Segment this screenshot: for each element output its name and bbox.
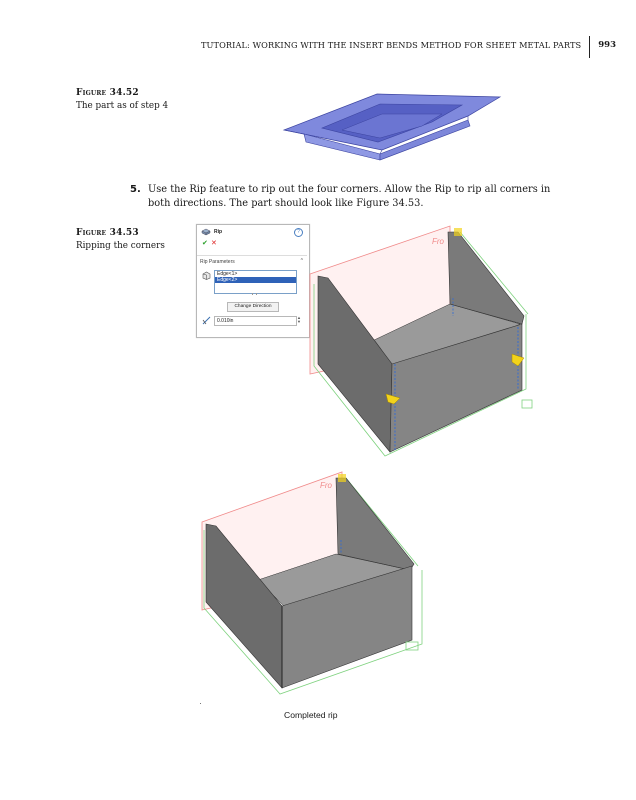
rip-title: Rip	[214, 229, 223, 235]
edges-selection-icon	[202, 271, 211, 280]
completed-rip-model	[196, 470, 426, 700]
cancel-button[interactable]: ✕	[211, 240, 217, 247]
figure-53-caption: Ripping the corners	[76, 241, 165, 251]
gap-icon	[202, 316, 211, 325]
collapse-icon[interactable]: ^	[300, 258, 303, 264]
completed-rip-caption: Completed rip	[284, 710, 338, 720]
gap-spinner[interactable]: ▲ ▼	[297, 315, 301, 324]
front-plane-label: Fro	[432, 237, 444, 246]
ok-button[interactable]: ✔	[202, 240, 208, 247]
page-number: 993	[598, 40, 616, 50]
figure-52-caption: The part as of step 4	[76, 101, 169, 111]
step-5	[130, 183, 570, 211]
step-number: 5.	[130, 184, 141, 195]
tray-part-image	[282, 80, 508, 162]
edge-item-1[interactable]: Edge<1>	[217, 271, 238, 277]
header-divider	[589, 36, 590, 58]
axis-triad-icon	[522, 400, 532, 408]
edges-list[interactable]	[214, 270, 297, 294]
section-divider	[197, 255, 307, 256]
help-icon[interactable]: ?	[294, 228, 303, 237]
ripping-corners-model	[300, 224, 540, 464]
rip-handle-icon	[338, 474, 346, 482]
rip-gap-input[interactable]: 0.010in	[214, 316, 297, 326]
edge-item-2[interactable]: Edge<2>	[215, 277, 296, 283]
section-heading: Rip Parameters	[200, 259, 235, 265]
running-header	[201, 36, 616, 58]
front-plane-label: Fro	[320, 481, 332, 490]
figure-52-label: Figure 34.52	[76, 88, 139, 98]
rip-handle-icon	[454, 228, 462, 236]
step-text: Use the Rip feature to rip out the four corners. Allow the Rip to rip all corners in both directions. The part should look like Figure 34.53.	[148, 184, 551, 209]
rip-feature-icon	[201, 228, 211, 236]
change-direction-button[interactable]: Change Direction	[227, 302, 279, 312]
stray-mark	[200, 703, 201, 704]
rip-property-manager	[196, 224, 310, 338]
list-resize-handle[interactable]	[252, 293, 257, 295]
figure-53-label: Figure 34.53	[76, 228, 139, 238]
header-title: TUTORIAL: WORKING WITH THE INSERT BENDS METHOD FOR SHEET METAL PARTS	[200, 40, 582, 50]
